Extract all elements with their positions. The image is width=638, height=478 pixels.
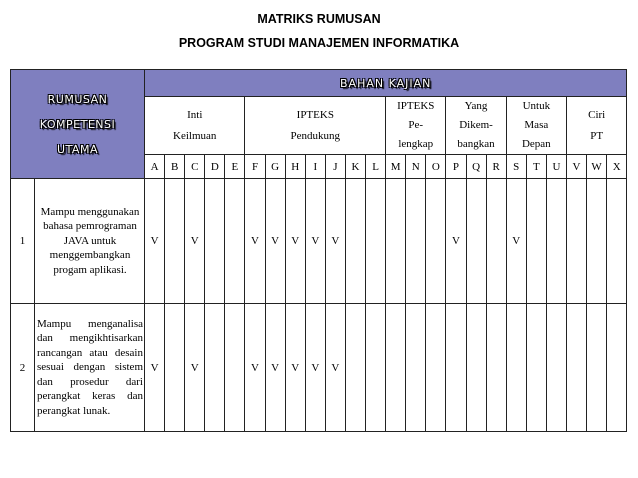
mark-cell-m: [386, 304, 406, 432]
mark-cell-q: [466, 179, 486, 304]
mark-cell-h: V: [285, 179, 305, 304]
mark-cell-u: [546, 179, 566, 304]
mark-cell-g: V: [265, 304, 285, 432]
column-letter-m: M: [386, 155, 406, 179]
mark-cell-i: V: [305, 179, 325, 304]
mark-cell-j: V: [325, 179, 345, 304]
mark-cell-g: V: [265, 179, 285, 304]
rumusan-kompetensi-header: RUMUSAN KOMPETENSI UTAMA: [11, 70, 145, 179]
column-letter-t: T: [526, 155, 546, 179]
mark-cell-a: V: [145, 179, 165, 304]
mark-cell-o: [426, 179, 446, 304]
column-letter-u: U: [546, 155, 566, 179]
mark-cell-w: [587, 304, 607, 432]
column-letter-h: H: [285, 155, 305, 179]
mark-cell-x: [607, 304, 627, 432]
mark-cell-t: [526, 179, 546, 304]
mark-cell-p: [446, 304, 466, 432]
mark-cell-o: [426, 304, 446, 432]
mark-cell-w: [587, 179, 607, 304]
row-number: 2: [11, 304, 35, 432]
column-letter-l: L: [366, 155, 386, 179]
kompetensi-text: Mampu menggunakan bahasa pemrograman JAVA untuk menggembangkan progam aplikasi.: [35, 179, 145, 304]
mark-cell-l: [366, 179, 386, 304]
mark-cell-d: [205, 179, 225, 304]
column-letter-p: P: [446, 155, 466, 179]
column-letter-x: X: [607, 155, 627, 179]
column-letter-r: R: [486, 155, 506, 179]
bahan-kajian-header: BAHAN KAJIAN: [145, 70, 627, 97]
mark-cell-b: [165, 304, 185, 432]
mark-cell-b: [165, 179, 185, 304]
mark-cell-c: V: [185, 304, 205, 432]
row-number: 1: [11, 179, 35, 304]
column-letter-f: F: [245, 155, 265, 179]
group-yang-dikembangkan: Yang Dikem- bangkan: [446, 97, 506, 155]
mark-cell-e: [225, 304, 245, 432]
column-letter-o: O: [426, 155, 446, 179]
mark-cell-s: [506, 304, 526, 432]
group-ipteks-pendukung: IPTEKS Pendukung: [245, 97, 386, 155]
mark-cell-l: [366, 304, 386, 432]
mark-cell-k: [345, 179, 365, 304]
mark-cell-i: V: [305, 304, 325, 432]
mark-cell-n: [406, 179, 426, 304]
mark-cell-k: [345, 304, 365, 432]
page-title: MATRIKS RUMUSAN: [257, 12, 381, 26]
mark-cell-h: V: [285, 304, 305, 432]
mark-cell-q: [466, 304, 486, 432]
matrix-table: [10, 69, 627, 432]
mark-cell-a: V: [145, 304, 165, 432]
mark-cell-u: [546, 304, 566, 432]
group-untuk-masa-depan: Untuk Masa Depan: [506, 97, 566, 155]
group-inti-keilmuan: Inti Keilmuan: [145, 97, 245, 155]
mark-cell-n: [406, 304, 426, 432]
mark-cell-r: [486, 304, 506, 432]
group-ciri-pt: Ciri PT: [566, 97, 626, 155]
mark-cell-v: [566, 304, 586, 432]
column-letter-i: I: [305, 155, 325, 179]
column-letter-e: E: [225, 155, 245, 179]
mark-cell-v: [566, 179, 586, 304]
column-letter-a: A: [145, 155, 165, 179]
page-subtitle: PROGRAM STUDI MANAJEMEN INFORMATIKA: [178, 36, 460, 50]
mark-cell-s: V: [506, 179, 526, 304]
mark-cell-r: [486, 179, 506, 304]
mark-cell-d: [205, 304, 225, 432]
column-letter-j: J: [325, 155, 345, 179]
mark-cell-e: [225, 179, 245, 304]
column-letter-q: Q: [466, 155, 486, 179]
column-letter-c: C: [185, 155, 205, 179]
column-letter-k: K: [345, 155, 365, 179]
column-letter-d: D: [205, 155, 225, 179]
column-letter-g: G: [265, 155, 285, 179]
mark-cell-j: V: [325, 304, 345, 432]
mark-cell-c: V: [185, 179, 205, 304]
group-ipteks-pelengkap: IPTEKS Pe- lengkap: [386, 97, 446, 155]
column-letter-v: V: [566, 155, 586, 179]
mark-cell-x: [607, 179, 627, 304]
mark-cell-p: V: [446, 179, 466, 304]
table-row: [11, 304, 627, 432]
mark-cell-t: [526, 304, 546, 432]
column-letter-w: W: [587, 155, 607, 179]
column-letter-n: N: [406, 155, 426, 179]
mark-cell-m: [386, 179, 406, 304]
kompetensi-text: Mampu menganalisa dan mengikhtisarkan rancangan atau desain sesuai dengan sistem dan prosedur dari perangkat keras dan perangkat lunak.: [35, 304, 145, 432]
column-letter-b: B: [165, 155, 185, 179]
mark-cell-f: V: [245, 304, 265, 432]
mark-cell-f: V: [245, 179, 265, 304]
table-row: [11, 179, 627, 304]
column-letter-s: S: [506, 155, 526, 179]
